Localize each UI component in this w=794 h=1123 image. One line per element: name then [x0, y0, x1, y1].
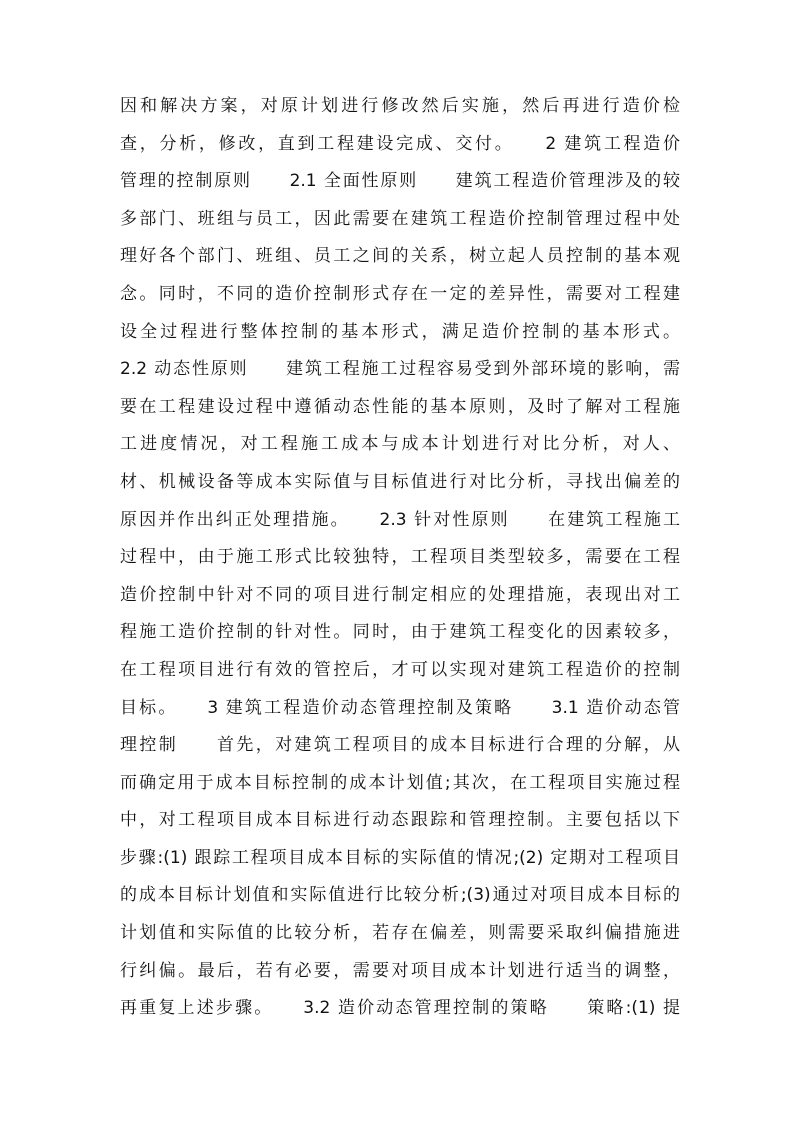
text-line: 设全过程进行整体控制的基本形式，满足造价控制的基本形式。 — [120, 321, 680, 342]
text-line: 要在工程建设过程中遵循动态性能的基本原则，及时了解对工程施 — [120, 396, 680, 417]
text-line: 中，对工程项目成本目标进行动态跟踪和管理控制。主要包括以下 — [120, 810, 680, 831]
text-line: 材、机械设备等成本实际值与目标值进行对比分析，寻找出偏差的 — [120, 471, 680, 492]
body-text — [120, 88, 680, 1028]
text-line: 念。同时，不同的造价控制形式存在一定的差异性，需要对工程建 — [120, 283, 680, 304]
text-line: 目标。 3 建筑工程造价动态管理控制及策略 3.1 造价动态管 — [120, 697, 680, 718]
text-line: 步骤:(1) 跟踪工程项目成本目标的实际值的情况;(2) 定期对工程项目 — [120, 847, 680, 868]
text-line: 计划值和实际值的比较分析，若存在偏差，则需要采取纠偏措施进 — [120, 923, 680, 944]
text-line: 在工程项目进行有效的管控后，才可以实现对建筑工程造价的控制 — [120, 659, 680, 680]
text-line: 工进度情况，对工程施工成本与成本计划进行对比分析，对人、 — [120, 434, 680, 455]
text-line: 理控制 首先，对建筑工程项目的成本目标进行合理的分解，从 — [120, 735, 680, 756]
text-line: 查，分析，修改，直到工程建设完成、交付。 2 建筑工程造价 — [120, 133, 680, 154]
text-line: 程施工造价控制的针对性。同时，由于建筑工程变化的因素较多， — [120, 622, 680, 643]
text-line: 的成本目标计划值和实际值进行比较分析;(3)通过对项目成本目标的 — [120, 885, 680, 906]
text-line: 而确定用于成本目标控制的成本计划值;其次，在工程项目实施过程 — [120, 772, 680, 793]
text-line: 原因并作出纠正处理措施。 2.3 针对性原则 在建筑工程施工 — [120, 509, 680, 530]
text-line: 理好各个部门、班组、员工之间的关系，树立起人员控制的基本观 — [120, 246, 680, 267]
text-line: 行纠偏。最后，若有必要，需要对项目成本计划进行适当的调整， — [120, 960, 680, 981]
text-line: 因和解决方案，对原计划进行修改然后实施，然后再进行造价检 — [120, 96, 680, 116]
text-line: 2.2 动态性原则 建筑工程施工过程容易受到外部环境的影响，需 — [120, 359, 680, 380]
text-line: 过程中，由于施工形式比较独特，工程项目类型较多，需要在工程 — [120, 547, 680, 568]
text-line: 多部门、班组与员工，因此需要在建筑工程造价控制管理过程中处 — [120, 208, 680, 229]
text-line: 再重复上述步骤。 3.2 造价动态管理控制的策略 策略:(1) 提 — [120, 998, 680, 1019]
text-line: 造价控制中针对不同的项目进行制定相应的处理措施，表现出对工 — [120, 584, 680, 605]
text-line: 管理的控制原则 2.1 全面性原则 建筑工程造价管理涉及的较 — [120, 171, 680, 192]
